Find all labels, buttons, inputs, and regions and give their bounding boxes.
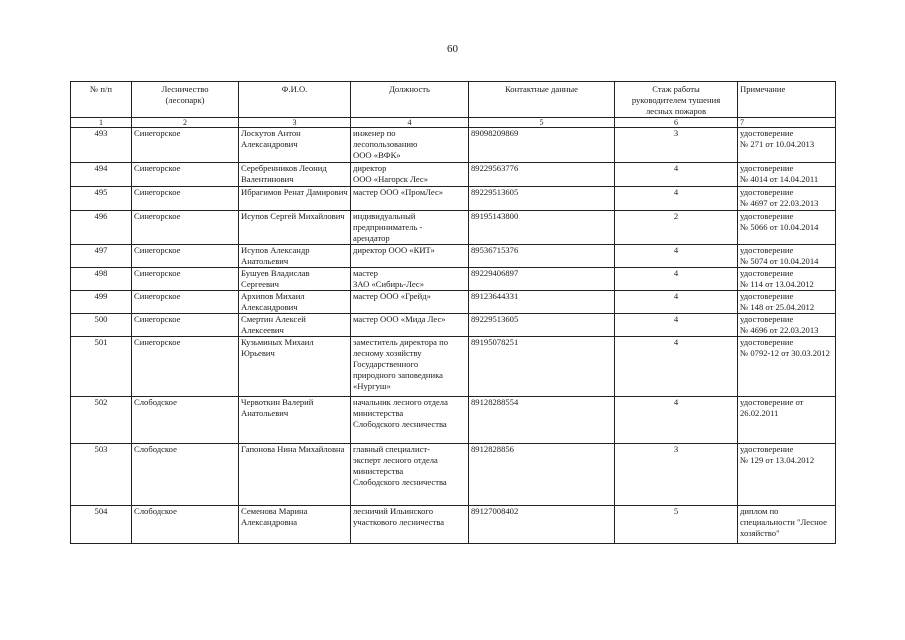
cell-note: удостоверение № 129 от 13.04.2012 bbox=[738, 444, 836, 506]
cell-note: удостоверение № 271 от 10.04.2013 bbox=[738, 128, 836, 163]
cell-position: главный специалист- эксперт лесного отдела министерства Слободского лесничества bbox=[351, 444, 469, 506]
cell-forestry: Синегорское bbox=[132, 268, 239, 291]
table-row bbox=[71, 187, 836, 211]
cell-forestry: Синегорское bbox=[132, 291, 239, 314]
cell-experience: 3 bbox=[615, 444, 738, 506]
cell-experience: 4 bbox=[615, 245, 738, 268]
cell-position: директор ООО «КИТ» bbox=[351, 245, 469, 268]
cell-full-name: Лоскутов Антон Александрович bbox=[239, 128, 351, 163]
cell-full-name: Исупов Сергей Михайлович bbox=[239, 211, 351, 245]
column-number: 5 bbox=[469, 118, 615, 128]
cell-position: мастер ЗАО «Сибирь-Лес» bbox=[351, 268, 469, 291]
cell-full-name: Червоткин Валерий Анатольевич bbox=[239, 397, 351, 444]
table-row bbox=[71, 211, 836, 245]
header-contact: Контактные данные bbox=[469, 82, 615, 118]
cell-position: начальник лесного отдела министерства Слободского лесничества bbox=[351, 397, 469, 444]
cell-contact: 89098209869 bbox=[469, 128, 615, 163]
cell-experience: 5 bbox=[615, 506, 738, 544]
cell-forestry: Слободское bbox=[132, 506, 239, 544]
cell-full-name: Смертин Алексей Алексеевич bbox=[239, 314, 351, 337]
cell-number: 497 bbox=[71, 245, 132, 268]
cell-number: 503 bbox=[71, 444, 132, 506]
cell-contact: 89229406897 bbox=[469, 268, 615, 291]
column-number: 4 bbox=[351, 118, 469, 128]
cell-forestry: Синегорское bbox=[132, 128, 239, 163]
cell-number: 498 bbox=[71, 268, 132, 291]
cell-forestry: Синегорское bbox=[132, 245, 239, 268]
cell-experience: 4 bbox=[615, 397, 738, 444]
column-number-row bbox=[71, 118, 836, 128]
cell-note: удостоверение № 4697 от 22.03.2013 bbox=[738, 187, 836, 211]
cell-contact: 89195078251 bbox=[469, 337, 615, 397]
cell-number: 499 bbox=[71, 291, 132, 314]
column-number: 1 bbox=[71, 118, 132, 128]
cell-position: мастер ООО «ПромЛес» bbox=[351, 187, 469, 211]
cell-full-name: Кузьминых Михаил Юрьевич bbox=[239, 337, 351, 397]
cell-contact: 89536715376 bbox=[469, 245, 615, 268]
cell-contact: 89195143800 bbox=[469, 211, 615, 245]
cell-note: удостоверение № 114 от 13.04.2012 bbox=[738, 268, 836, 291]
cell-forestry: Синегорское bbox=[132, 211, 239, 245]
cell-experience: 3 bbox=[615, 128, 738, 163]
cell-position: мастер ООО «Грейд» bbox=[351, 291, 469, 314]
cell-contact: 89123644331 bbox=[469, 291, 615, 314]
cell-full-name: Гапонова Нина Михайловна bbox=[239, 444, 351, 506]
cell-note: удостоверение № 5074 от 10.04.2014 bbox=[738, 245, 836, 268]
forest-fire-managers-table bbox=[70, 81, 836, 544]
cell-contact: 89229513605 bbox=[469, 314, 615, 337]
cell-forestry: Слободское bbox=[132, 444, 239, 506]
cell-position: мастер ООО «Мида Лес» bbox=[351, 314, 469, 337]
cell-note: удостоверение от 26.02.2011 bbox=[738, 397, 836, 444]
header-experience: Стаж работы руководителем тушения лесных пожаров bbox=[615, 82, 738, 118]
cell-number: 502 bbox=[71, 397, 132, 444]
table-row bbox=[71, 128, 836, 163]
cell-full-name: Исупов Александр Анатольевич bbox=[239, 245, 351, 268]
column-number: 6 bbox=[615, 118, 738, 128]
cell-number: 496 bbox=[71, 211, 132, 245]
table-header-row bbox=[71, 82, 836, 118]
table-row bbox=[71, 337, 836, 397]
cell-experience: 4 bbox=[615, 268, 738, 291]
header-position: Должность bbox=[351, 82, 469, 118]
header-full-name: Ф.И.О. bbox=[239, 82, 351, 118]
cell-experience: 4 bbox=[615, 163, 738, 187]
cell-forestry: Слободское bbox=[132, 397, 239, 444]
cell-contact: 8912828856 bbox=[469, 444, 615, 506]
cell-note: диплом по специальности "Лесное хозяйство" bbox=[738, 506, 836, 544]
cell-note: удостоверение № 4696 от 22.03.2013 bbox=[738, 314, 836, 337]
table-row bbox=[71, 163, 836, 187]
cell-experience: 4 bbox=[615, 314, 738, 337]
table-row bbox=[71, 268, 836, 291]
cell-full-name: Ибрагимов Ренат Дамирович bbox=[239, 187, 351, 211]
cell-position: директор ООО «Нагорск Лес» bbox=[351, 163, 469, 187]
cell-number: 501 bbox=[71, 337, 132, 397]
cell-number: 493 bbox=[71, 128, 132, 163]
header-forestry: Лесничество (лесопарк) bbox=[132, 82, 239, 118]
header-note: Примечание bbox=[738, 82, 836, 118]
cell-experience: 4 bbox=[615, 187, 738, 211]
cell-number: 494 bbox=[71, 163, 132, 187]
cell-number: 500 bbox=[71, 314, 132, 337]
cell-forestry: Синегорское bbox=[132, 187, 239, 211]
header-number: № п/п bbox=[71, 82, 132, 118]
cell-contact: 89128288554 bbox=[469, 397, 615, 444]
cell-experience: 4 bbox=[615, 337, 738, 397]
cell-forestry: Синегорское bbox=[132, 337, 239, 397]
table-row bbox=[71, 291, 836, 314]
cell-contact: 89229513605 bbox=[469, 187, 615, 211]
cell-full-name: Бушуев Владислав Сергеевич bbox=[239, 268, 351, 291]
table-body bbox=[71, 128, 836, 544]
cell-experience: 4 bbox=[615, 291, 738, 314]
table-row bbox=[71, 444, 836, 506]
cell-experience: 2 bbox=[615, 211, 738, 245]
cell-number: 495 bbox=[71, 187, 132, 211]
cell-position: инженер по лесопользованию ООО «ВФК» bbox=[351, 128, 469, 163]
cell-position: лесничий Ильинского участкового лесничества bbox=[351, 506, 469, 544]
table-row bbox=[71, 314, 836, 337]
cell-full-name: Архипов Михаил Александрович bbox=[239, 291, 351, 314]
column-number: 3 bbox=[239, 118, 351, 128]
cell-note: удостоверение № 4014 от 14.04.2011 bbox=[738, 163, 836, 187]
cell-number: 504 bbox=[71, 506, 132, 544]
cell-note: удостоверение № 5066 от 10.04.2014 bbox=[738, 211, 836, 245]
cell-contact: 89229563776 bbox=[469, 163, 615, 187]
cell-full-name: Серебренников Леонид Валентинович bbox=[239, 163, 351, 187]
cell-forestry: Синегорское bbox=[132, 163, 239, 187]
table-row bbox=[71, 506, 836, 544]
table-row bbox=[71, 245, 836, 268]
table-row bbox=[71, 397, 836, 444]
cell-position: заместитель директора по лесному хозяйству Государственного природного заповедника «Нургуш» bbox=[351, 337, 469, 397]
cell-position: индивидуальный предприниматель - арендатор bbox=[351, 211, 469, 245]
cell-note: удостоверение № 0792-12 от 30.03.2012 bbox=[738, 337, 836, 397]
cell-contact: 89127008402 bbox=[469, 506, 615, 544]
cell-note: удостоверение № 148 от 25.04.2012 bbox=[738, 291, 836, 314]
cell-forestry: Синегорское bbox=[132, 314, 239, 337]
column-number: 7 bbox=[738, 118, 836, 128]
cell-full-name: Семенова Марина Александровна bbox=[239, 506, 351, 544]
page-number: 60 bbox=[447, 43, 458, 55]
column-number: 2 bbox=[132, 118, 239, 128]
